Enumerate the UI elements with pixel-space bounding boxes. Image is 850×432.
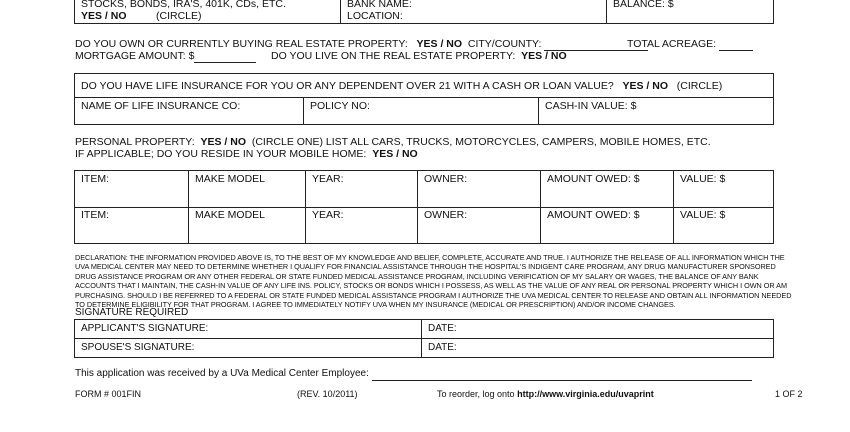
signature-required-label: SIGNATURE REQUIRED [75, 307, 189, 318]
signature-row-divider [74, 338, 774, 339]
personal-property-label: PERSONAL PROPERTY: [75, 136, 195, 148]
signature-col-divider [421, 319, 422, 358]
vehicle-row-divider [74, 207, 774, 208]
real-estate-question: DO YOU OWN OR CURRENTLY BUYING REAL ESTATE PROPERTY: [75, 38, 408, 50]
real-estate-line-2 [75, 50, 567, 63]
location-field[interactable]: LOCATION: [347, 10, 403, 22]
vehicle-1-make-model-field[interactable]: MAKE MODEL [195, 173, 266, 185]
live-on-property-question: DO YOU LIVE ON THE REAL ESTATE PROPERTY: [271, 50, 516, 62]
mobile-home-question: IF APPLICABLE; DO YOU RESIDE IN YOUR MOBILE HOME: [75, 148, 367, 160]
real-estate-yes-no[interactable]: YES / NO [416, 38, 463, 50]
vehicle-1-year-field[interactable]: YEAR: [312, 173, 344, 185]
city-county-label: CITY/COUNTY: [467, 38, 542, 50]
life-insurance-question-line [81, 80, 722, 92]
vehicle-1-owner-field[interactable]: OWNER: [424, 173, 468, 185]
vehicle-col-divider-2 [305, 170, 306, 244]
vehicle-col-divider-1 [188, 170, 189, 244]
life-insurance-circle-note: (CIRCLE) [676, 80, 723, 92]
form-number: FORM # 001FIN [75, 389, 142, 399]
life-insurance-row-divider [74, 97, 774, 98]
vehicle-col-divider-3 [417, 170, 418, 244]
life-insurance-question: DO YOU HAVE LIFE INSURANCE FOR YOU OR ANY DEPENDENT OVER 21 WITH A CASH OR LOAN VALUE? [81, 80, 614, 92]
received-by-line [75, 368, 752, 381]
insurance-company-field[interactable]: NAME OF LIFE INSURANCE CO: [81, 100, 241, 112]
vehicle-2-year-field[interactable]: YEAR: [312, 209, 344, 221]
personal-property-instructions: (CIRCLE ONE) LIST ALL CARS, TRUCKS, MOTORCYCLES, CAMPERS, MOBILE HOMES, ETC. [251, 136, 711, 148]
received-by-label: This application was received by a UVa Medical Center Employee: [75, 368, 369, 379]
assets-circle-note: (CIRCLE) [156, 10, 202, 22]
life-insurance-divider-1 [303, 97, 304, 125]
mortgage-amount-label: MORTGAGE AMOUNT: $ [75, 50, 195, 62]
cash-in-value-field[interactable]: CASH-IN VALUE: $ [545, 100, 637, 112]
vehicle-2-item-field[interactable]: ITEM: [81, 209, 109, 221]
applicant-signature-field[interactable]: APPLICANT'S SIGNATURE: [81, 323, 209, 334]
vehicle-2-owner-field[interactable]: OWNER: [424, 209, 468, 221]
vehicle-2-make-model-field[interactable]: MAKE MODEL [195, 209, 266, 221]
reorder-note [437, 389, 654, 400]
balance-field[interactable]: BALANCE: $ [613, 0, 674, 10]
assets-divider-2 [606, 0, 607, 24]
vehicle-2-amount-owed-field[interactable]: AMOUNT OWED: $ [547, 209, 640, 221]
revision-date: (REV. 10/2011) [297, 389, 358, 399]
total-acreage-label: TOTAL ACREAGE: [627, 38, 717, 50]
mortgage-amount-field[interactable] [194, 50, 256, 63]
mobile-home-yes-no[interactable]: YES / NO [372, 148, 418, 160]
spouse-date-field[interactable]: DATE: [428, 342, 457, 353]
vehicle-1-amount-owed-field[interactable]: AMOUNT OWED: $ [547, 173, 640, 185]
page-number: 1 OF 2 [775, 389, 803, 399]
total-acreage-group [627, 38, 753, 51]
bank-name-field[interactable]: BANK NAME: [347, 0, 412, 10]
received-by-field[interactable] [372, 368, 752, 381]
assets-label: STOCKS, BONDS, IRA'S, 401K, CDs, ETC. [81, 0, 286, 10]
reorder-prefix: To reorder, log onto [437, 389, 515, 399]
total-acreage-field[interactable] [719, 38, 753, 51]
vehicle-1-item-field[interactable]: ITEM: [81, 173, 109, 185]
vehicle-col-divider-4 [540, 170, 541, 244]
live-on-property-yes-no[interactable]: YES / NO [521, 50, 567, 62]
mobile-home-line [75, 148, 418, 160]
vehicle-1-value-field[interactable]: VALUE: $ [680, 173, 726, 185]
vehicle-col-divider-5 [673, 170, 674, 244]
personal-property-yes-no[interactable]: YES / NO [200, 136, 246, 148]
vehicle-2-value-field[interactable]: VALUE: $ [680, 209, 726, 221]
applicant-date-field[interactable]: DATE: [428, 323, 457, 334]
reorder-link[interactable]: http://www.virginia.edu/uvaprint [517, 389, 654, 399]
policy-number-field[interactable]: POLICY NO: [310, 100, 370, 112]
spouse-signature-field[interactable]: SPOUSE'S SIGNATURE: [81, 342, 195, 353]
personal-property-line-1 [75, 136, 711, 148]
life-insurance-divider-2 [538, 97, 539, 125]
assets-divider-1 [340, 0, 341, 24]
life-insurance-yes-no[interactable]: YES / NO [622, 80, 668, 92]
assets-yes-no[interactable]: YES / NO [81, 10, 127, 22]
declaration-text: DECLARATION: THE INFORMATION PROVIDED ABOVE IS, TO THE BEST OF MY KNOWLEDGE AND BELIEF, COMPLETE, ACCURATE AND TRUE. I AUTHORIZE THE RELEASE OF ALL INFORMATION WHICH THE UVA MEDICAL CENTER MAY NEED TO DETERMINE WHETHER I QUALIFY FOR FINANCIAL ASSISTANCE THROUGH THE HOSPITAL'S INDIGENT CARE PROGRAM, ANY DRUG MANUFACTURER SPONSORED DRUG ASSISTANCE PROGRAM OR ANY OTHER FEDERAL OR STATE FUNDED MEDICAL ASSISTANCE PROGRAM, INCLUDING VERIFICATION OF MY SALARY OR WAGES, THE BALANCE OF ANY BANK ACCOUNTS THAT I MAINTAIN, THE CASH-IN VALUE OF ANY LIFE INS. POLICY, STOCKS OR BONDS WHICH I POSSESS, AS WELL AS THE VALUE OF ANY REAL OR PERSONAL PROPERTY WHICH I OWN OR AM PURCHASING. SHOULD I BE REFERRED TO A FEDERAL OR STATE FUNDED MEDICAL ASSISTANCE PROGRAM I AUTHORIZE THE UVA MEDICAL CENTER TO RELEASE AND OBTAIN ALL INFORMATION NEEDED TO DETERMINE ELIGIBILITY FOR THAT PROGRAM. I AGREE TO IMMEDIATELY NOTIFY UVA WHEN MY INSURANCE (MEDICAL OR PRESCRIPTION) AND/OR INCOME CHANGES. [75, 253, 792, 310]
